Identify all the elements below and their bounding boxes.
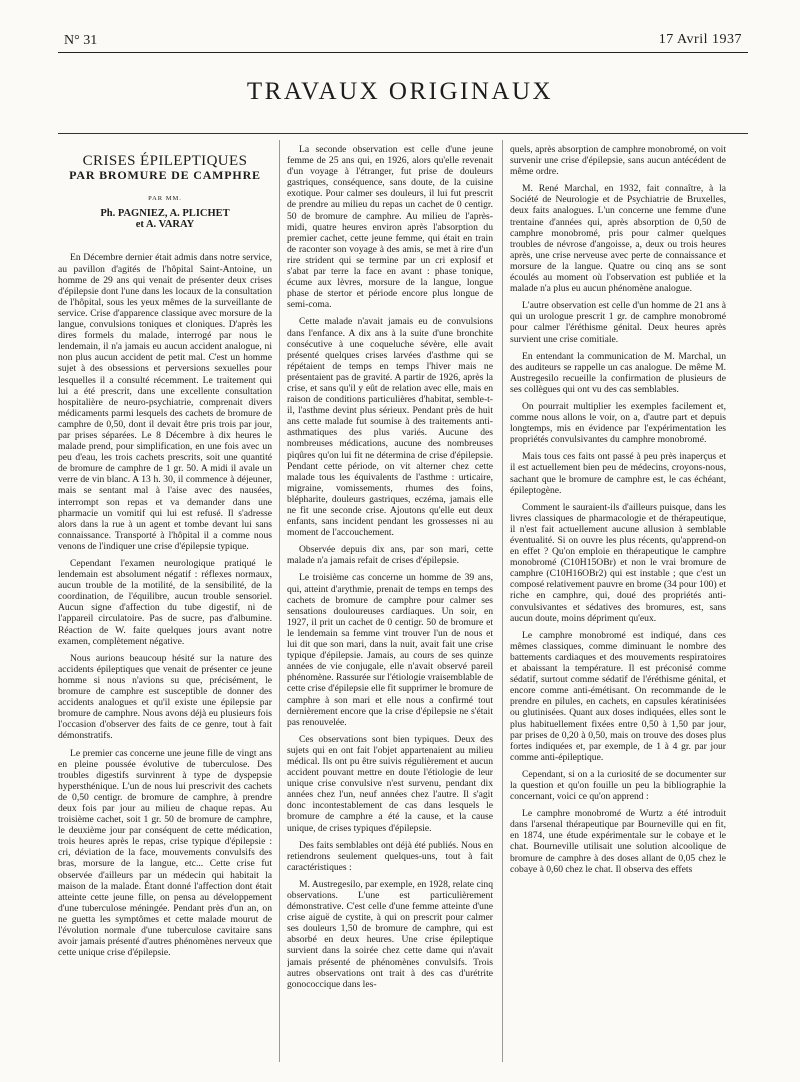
paragraph: M. Austregesilo, par exemple, en 1928, relate cinq observations. L'une est particulièrement démonstrative. C'est celle d'une femme atteinte d'une crise aiguë de cystite, à qui on prescrit pour calmer ses douleurs 1,50 de bromure de camphre, qui est absorbé en deux heures. Une crise épileptique survient dans la soirée chez cette dame qui n'avait jamais présenté de phénomènes convulsifs. Trois autres observations ont trait à des cas d'urétrite gonococcique dans les- [287, 878, 493, 990]
column-divider [279, 140, 280, 1062]
paragraph: Mais tous ces faits ont passé à peu près inaperçus et il est actuellement bien peu de médecins, croyons-nous, sachant que le bromure de camphre est, le cas échéant, épileptogène. [510, 451, 726, 496]
paragraph: Des faits semblables ont déjà été publiés. Nous en retiendrons seulement quelques-uns, tout à fait caractéristiques : [287, 839, 493, 873]
paragraph: Le premier cas concerne une jeune fille de vingt ans en pleine poussée évolutive de tuberculose. Des troubles digestifs survinrent à type de dyspepsie hypersthénique. L'un de nous lui prescrivit des cachets de 0,50 centigr. de bromure de camphre, à prendre deux fois par jour au milieu de chaque repas. Au troisième cachet, soit 1 gr. 50 de bromure de camphre, le deuxième jour par conséquent de cette médication, trois heures après le repas, crise typique d'épilepsie : cri, déviation de la face, mouvements convulsifs des bras, morsure de la langue, etc... Cette crise fut observée d'ailleurs par un médecin qui habitait la maison de la malade. Étant donné l'affection dont était atteinte cette jeune fille, on pensa au développement d'une tuberculose méningée. Pendant près d'un an, on ne guetta les symptômes et cette malade mourut de l'évolution normale d'une tuberculose cavitaire sans avoir jamais présenté d'autres phénomènes nerveux que cette unique crise d'épilepsie. [58, 747, 272, 959]
paragraph: Ces observations sont bien typiques. Deux des sujets qui en ont fait l'objet appartenaient au milieu médical. Ils ont pu être suivis régulièrement et aucun accident pouvant mettre en doute l'étiologie de leur unique crise convulsive n'est survenu, pendant dix années chez l'un, neuf années chez l'autre. Il s'agit donc incontestablement de cas dans lesquels le bromure de camphre a été la cause, et la cause unique, de crises typiques d'épilepsie. [287, 733, 493, 834]
issue-date: 17 Avril 1937 [658, 32, 742, 47]
paragraph: Le camphre monobromé de Wurtz a été introduit dans l'arsenal thérapeutique par Bourneville qui en fit, en 1874, une étude expérimentale sur le cobaye et le chat. Bourneville utilisait une solution alcoolique de bromure de camphre à des doses allant de 0,05 chez le cobaye à 0,60 chez le chat. Il observa des effets [510, 808, 726, 875]
authors-line-2: et A. VARAY [135, 219, 195, 231]
paragraph: Comment le sauraient-ils d'ailleurs puisque, dans les livres classiques de pharmacologie et de thérapeutique, il n'est fait actuellement aucune allusion à semblable éventualité. Si on ouvre les plus récents, qu'apprend-on en effet ? Qu'on emploie en thérapeutique le camphre monobromé (C10H15OBr) et non le vrai bromure de camphre (C10H16OBr2) qui est instable ; que c'est un composé relativement pauvre en brome (34 pour 100) et riche en camphre, qui, doué des propriétés anti-convulsivantes et sédatives des bromures, est, sans aucun doute, moins dépriment qu'eux. [510, 501, 726, 624]
header-rule [58, 52, 748, 53]
paragraph: Cependant, si on a la curiosité de se documenter sur la question et qu'on fouille un peu la bibliographie la concernant, voici ce qu'on apprend : [510, 768, 726, 803]
section-rule [58, 133, 748, 134]
issue-number: N° 31 [64, 33, 98, 48]
paragraph: M. René Marchal, en 1932, fait connaître, à la Société de Neurologie et de Psychiatrie de Bruxelles, deux faits analogues. L'un concerne une femme d'une trentaine d'années qui, après absorption de 0,50 de camphre monobromé, pris pour calmer quelques troubles de névrose d'angoisse, a, deux ou trois heures après, une crise nerveuse avec perte de connaissance et morsure de la langue. Quatre ou cinq ans se sont écoulés au moment où l'observation est publiée et la malade n'a plus eu aucun phénomène analogue. [510, 183, 726, 295]
paragraph: En Décembre dernier était admis dans notre service, au pavillon d'agités de l'hôpital Saint-Antoine, un homme de 29 ans qui venait de présenter deux crises d'épilepsie dont l'une dans les locaux de la consultation de l'hôpital, sous les yeux mêmes de la surveillante de service. Crise d'apparence classique avec morsure de la langue, convulsions toniques et cloniques. D'après les dires formels du malade, interrogé par nous le lendemain, il n'a jamais eu aucun accident analogue, ni non plus aucun accident de petit mal. C'est un homme sujet à des obsessions et perversions sexuelles pour lesquelles il a consulté récemment. Le traitement qui lui a été prescrit, dans une excellente consultation hospitalière de neuro-psychiatrie, comprenait divers médicaments parmi lesquels des cachets de bromure de camphre de 0,50, dont il devait être pris trois par jour, par prises séparées. Le 8 Décembre à dix heures le malade prend, pour simplification, en une fois avec un peu d'eau, les trois cachets prescrits, soit une quantité de bromure de camphre de 1 gr. 50. A midi il avale un verre de vin blanc. A 13 h. 30, il commence à déjeuner, mais se sentant mal à l'aise avec des nausées, interrompt son repas et va demander dans une pharmacie un vomitif qui lui est refusé. Il s'adresse alors dans la rue à un agent et tombe devant lui sans connaissance. Transporté à l'hôpital il a comme nous venons de l'indiquer une crise d'épilepsie typique. [58, 252, 272, 552]
section-title: TRAVAUX ORIGINAUX [246, 78, 554, 105]
paragraph: Le troisième cas concerne un homme de 39 ans, qui, atteint d'arythmie, prenait de temps en temps des cachets de bromure de camphre pour calmer ses sensations douloureuses cardiaques. Un soir, en 1927, il prit un cachet de 0 centigr. 50 de bromure et le lendemain sa femme vint trouver l'un de nous et lui dit que son mari, dans la nuit, avait fait une crise typique d'épilepsie. Jamais, au cours de ses quinze années de vie conjugale, elle n'avait observé pareil phénomène. Rassurée sur l'étiologie vraisemblable de cette crise d'épilepsie elle fit supprimer le bromure de camphre à son mari et elle nous a confirmé tout dernièrement encore que la crise d'épilepsie ne s'était pas renouvelée. [287, 572, 493, 728]
paragraph: La seconde observation est celle d'une jeune femme de 25 ans qui, en 1926, alors qu'elle revenait d'un voyage à l'étranger, fut prise de douleurs gastriques, conséquence, sans doute, de la cuisine exotique. Pour calmer ses douleurs, il lui fut prescrit de prendre au milieu du repas un cachet de 0 centigr. 50 de bromure de camphre. Au milieu de l'après-midi, quatre heures environ après l'absorption du premier cachet, cette jeune femme, qui était en train de raconter son voyage à des amis, se met à rire d'un rire strident qui se termine par un cri explosif et s'abat par terre la face en avant : phase tonique, écume aux lèvres, morsure de la langue, longue phase de stertor et période encore plus longue de semi-coma. [287, 144, 493, 311]
by-line: PAR MM. [148, 195, 182, 203]
column-divider [502, 140, 503, 1062]
paragraph: Cependant l'examen neurologique pratiqué le lendemain est absolument négatif : réflexes normaux, aucun trouble de la motilité, de la sensibilité, de la coordination, de l'équilibre, aucun trouble sensoriel. Aucun signe d'affection du tube digestif, ni de l'appareil circulatoire. Pas de sucre, pas d'albumine. Réaction de W. faite quelques jours avant notre examen, complètement négative. [58, 558, 272, 647]
paragraph: Le camphre monobromé est indiqué, dans ces mêmes classiques, comme diminuant le nombre des battements cardiaques et des mouvements respiratoires et abaissant la température. Il est préconisé comme sédatif, surtout comme sédatif de l'éréthisme génital, et encore comme anti-émétisant. On recommande de le prendre en pilules, en cachets, en capsules kératinisées ou glutinisées. Quant aux doses indiquées, elles sont le plus habituellement fixées entre 0,50 à 1,50 par jour, par prises de 0,20 à 0,50, mais on trouve des doses plus fortes indiquées et, par exemple, de 1 à 4 gr. par jour comme anti-épileptique. [510, 629, 726, 763]
column-2 [287, 144, 493, 1062]
article-title: CRISES ÉPILEPTIQUES [82, 153, 248, 169]
paragraph: En entendant la communication de M. Marchal, un des auditeurs se rappelle un cas analogue. De même M. Austregesilo recueille la confirmation de plusieurs de ses collègues qui ont vu des cas semblables. [510, 350, 726, 395]
paragraph: On pourrait multiplier les exemples facilement et, comme nous allons le voir, on a, d'autre part et depuis longtemps, mis en évidence par l'expérimentation les propriétés convulsivantes du camphre monobromé. [510, 400, 726, 446]
paragraph: Observée depuis dix ans, par son mari, cette malade n'a jamais refait de crises d'épilepsie. [287, 544, 493, 567]
article-subtitle: PAR BROMURE DE CAMPHRE [69, 168, 261, 183]
paragraph: L'autre observation est celle d'un homme de 21 ans à qui un urologue prescrit 1 gr. de camphre monobromé pour calmer l'éréthisme génital. Deux heures après survient une crise comitiale. [510, 300, 726, 345]
paragraph: Cette malade n'avait jamais eu de convulsions dans l'enfance. A dix ans à la suite d'une bronchite consécutive à une coqueluche sévère, elle avait présenté quelques crises larvées d'asthme qui se répétaient de temps en temps l'hiver mais ne présentaient pas de gravité. A partir de 1926, après la crise, et sans qu'il y eût de relation avec elle, mais en raison de conditions particulières d'habitat, semble-t-il, l'asthme devint plus sérieux. Pendant près de huit ans cette malade fut soumise à des traitements anti-asthmatiques des plus variés. Aucune des nombreuses médications, aucune des nombreuses piqûres qu'on lui fit ne détermina de crise d'épilepsie. Pendant cette période, on vit alterner chez cette malade tous les équivalents de l'asthme : urticaire, migraine, vomissements, rhumes des foins, blépharite, douleurs gastriques, eczéma, jamais elle ne fit une seconde crise. Ajoutons qu'elle eut deux enfants, sans incident pendant les grossesses ni au moment de l'accouchement. [287, 316, 493, 539]
article-heading [58, 153, 272, 231]
column-1 [58, 144, 272, 1062]
paragraph: Nous aurions beaucoup hésité sur la nature des accidents épileptiques que venait de présenter ce jeune homme si nous n'avions su que, précisément, le bromure de camphre est susceptible de donner des accidents analogues et qu'il existe une épilepsie par bromure de camphre. Nous avons déjà eu plusieurs fois l'occasion d'observer des faits de ce genre, tout à fait démonstratifs. [58, 652, 272, 742]
paragraph: quels, après absorption de camphre monobromé, on voit survenir une crise d'épilepsie, sans aucun antécédent de même ordre. [510, 144, 726, 178]
authors-line-1: Ph. PAGNIEZ, A. PLICHET [100, 208, 230, 220]
column-3 [510, 144, 726, 1062]
